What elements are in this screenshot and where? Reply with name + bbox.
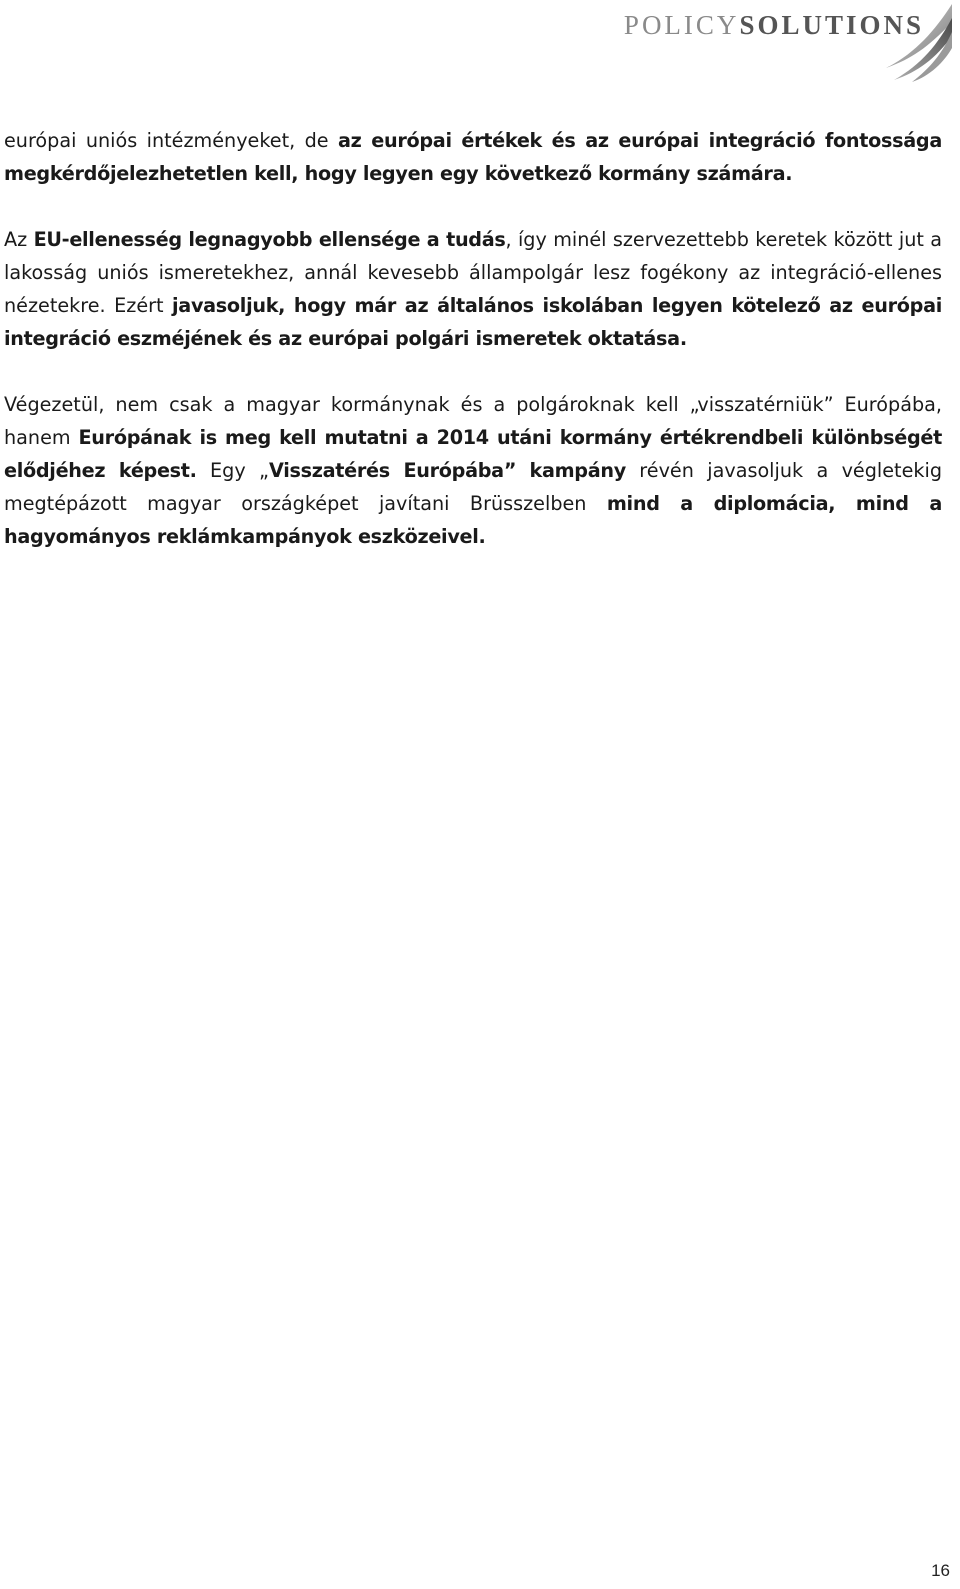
paragraph-3-text-2: Egy „ <box>196 459 269 482</box>
paragraph-2-text-1: Az <box>4 228 34 251</box>
paragraph-1-text-1: európai uniós intézményeket, de <box>4 129 339 152</box>
page-number: 16 <box>931 1561 950 1580</box>
paragraph-1-bold-1: az európai értékek és az európai integráció fontossága megkérdőjelezhetetlen kell, hogy legyen egy következő kormány számára. <box>4 129 942 185</box>
paragraph-3-bold-2: Visszatérés Európába” <box>268 459 517 482</box>
logo-swoosh-icon <box>874 2 954 84</box>
paragraph-3-text-4: révén javasoljuk a végletekig megtépázott magyar országképet javítani Brüsszelben <box>4 459 943 515</box>
logo-policy-text: POLICY <box>623 10 740 40</box>
logo-solutions-text: SOLUTIONS <box>739 10 924 40</box>
paragraph-1 <box>4 124 942 190</box>
document-body <box>4 124 942 586</box>
paragraph-2 <box>4 223 942 355</box>
paragraph-3-bold-3: kampány <box>529 459 626 482</box>
paragraph-3 <box>4 388 942 553</box>
paragraph-3-bold-4: mind a diplomácia, mind a hagyományos reklámkampányok eszközeivel. <box>4 492 942 548</box>
paragraph-3-bold-1: Európának is meg kell mutatni a 2014 utáni kormány értékrendbeli különbségét elődjéhez képest. <box>4 426 942 482</box>
paragraph-3-text-3 <box>516 459 529 482</box>
paragraph-2-text-2: , így minél szervezettebb keretek között jut a lakosság uniós ismeretekhez, annál kevesebb állampolgár lesz fogékony az integráció-ellenes nézetekre. Ezért <box>4 228 943 317</box>
paragraph-3-text-1: Végezetül, nem csak a magyar kormánynak és a polgároknak kell „visszatérniük” Európába, hanem <box>4 393 942 449</box>
policy-solutions-logo <box>614 2 954 84</box>
paragraph-2-bold-1: EU-ellenesség legnagyobb ellensége a tudás <box>33 228 506 251</box>
paragraph-2-bold-2: javasoljuk, hogy már az általános iskolában legyen kötelező az európai integráció eszméjének és az európai polgári ismeretek oktatása. <box>4 294 942 350</box>
